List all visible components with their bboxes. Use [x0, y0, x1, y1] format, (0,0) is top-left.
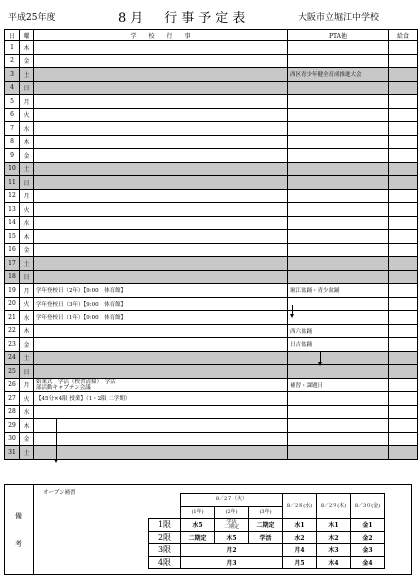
grade-2: (2年): [215, 506, 249, 519]
weekday: 水: [20, 122, 34, 136]
pta-event: [288, 41, 389, 55]
day-row: [5, 149, 418, 163]
col-school-events: 学 校 行 事: [34, 30, 288, 41]
day-row: [5, 162, 418, 176]
schedule-header-row: [5, 30, 418, 41]
day-number: 3: [5, 68, 20, 82]
weekday: 金: [20, 338, 34, 352]
pta-event: 西区青少年健全育成推進大会: [288, 68, 389, 82]
remarks-label: 備 考: [5, 485, 34, 574]
day-row: [5, 41, 418, 55]
weekday: 水: [20, 216, 34, 230]
lunch-note: [389, 135, 418, 149]
day-row: [5, 297, 418, 311]
school-event: [34, 446, 288, 460]
lunch-note: [389, 311, 418, 325]
day-number: 27: [5, 392, 20, 406]
pta-event: [288, 432, 389, 446]
day-row: [5, 81, 418, 95]
school-event: [34, 351, 288, 365]
pta-event: [288, 108, 389, 122]
open-remedial-note: オープン補習: [43, 490, 76, 496]
weekday: 日: [20, 270, 34, 284]
school-event: [34, 230, 288, 244]
pta-event: [288, 297, 389, 311]
day-row: [5, 54, 418, 68]
weekday: 土: [20, 162, 34, 176]
pta-event: [288, 81, 389, 95]
pta-event: [288, 203, 389, 217]
day-number: 6: [5, 108, 20, 122]
date-28: 8／2８(水): [283, 494, 317, 519]
pta-event: [288, 149, 389, 163]
pta-event: [288, 54, 389, 68]
period-row-2: 2限 二期定 木5 学活 水2 木2 金2: [149, 531, 385, 544]
lunch-note: [389, 189, 418, 203]
lunch-note: [389, 365, 418, 379]
lunch-note: [389, 108, 418, 122]
day-row: [5, 230, 418, 244]
day-number: 10: [5, 162, 20, 176]
lunch-note: [389, 81, 418, 95]
grade-3: (3年): [249, 506, 283, 519]
school-event: [34, 41, 288, 55]
lunch-note: [389, 297, 418, 311]
pta-event: [288, 189, 389, 203]
lunch-note: [389, 162, 418, 176]
date-29: 8／2９(木): [317, 494, 351, 519]
weekday: 火: [20, 392, 34, 406]
arrow-down-icon: [56, 418, 57, 460]
lunch-note: [389, 284, 418, 298]
pta-event: [288, 446, 389, 460]
day-number: 9: [5, 149, 20, 163]
col-weekday: 曜: [20, 30, 34, 41]
pta-event: [288, 405, 389, 419]
weekday: 土: [20, 446, 34, 460]
weekday: 金: [20, 432, 34, 446]
day-number: 21: [5, 311, 20, 325]
lunch-note: [389, 41, 418, 55]
school-event: [34, 365, 288, 379]
day-row: [5, 311, 418, 325]
lunch-note: [389, 378, 418, 392]
school-event: [34, 270, 288, 284]
col-pta: PTA他: [288, 30, 389, 41]
school-event: [34, 108, 288, 122]
weekday: 土: [20, 351, 34, 365]
lunch-note: [389, 230, 418, 244]
weekday: 木: [20, 135, 34, 149]
day-row: [5, 216, 418, 230]
day-row: [5, 446, 418, 460]
day-number: 13: [5, 203, 20, 217]
weekday: 金: [20, 54, 34, 68]
weekday: 火: [20, 108, 34, 122]
school-event: [34, 176, 288, 190]
day-row: [5, 432, 418, 446]
weekday: 土: [20, 68, 34, 82]
school-event: [34, 338, 288, 352]
grade-1: (1年): [181, 506, 215, 519]
pta-event: [288, 365, 389, 379]
pta-event: [288, 95, 389, 109]
weekday: 日: [20, 176, 34, 190]
day-row: [5, 68, 418, 82]
day-number: 14: [5, 216, 20, 230]
day-row: [5, 95, 418, 109]
pta-event: [288, 419, 389, 433]
school-event: [34, 135, 288, 149]
day-row: [5, 243, 418, 257]
pta-event: [288, 351, 389, 365]
weekday: 火: [20, 297, 34, 311]
school-event: [34, 203, 288, 217]
day-row: [5, 284, 418, 298]
weekday: 木: [20, 230, 34, 244]
pta-event: [288, 162, 389, 176]
day-number: 23: [5, 338, 20, 352]
lunch-note: [389, 257, 418, 271]
school-event: [34, 432, 288, 446]
lunch-note: [389, 405, 418, 419]
school-event: [34, 81, 288, 95]
day-row: [5, 351, 418, 365]
lunch-note: [389, 432, 418, 446]
weekday: 月: [20, 378, 34, 392]
school-event: 始業式 学活（校舎清掃） 学活 部活動キャプテン会議: [34, 378, 288, 392]
day-row: [5, 135, 418, 149]
lunch-note: [389, 95, 418, 109]
day-row: [5, 203, 418, 217]
lunch-note: [389, 270, 418, 284]
arrow-down-icon: [320, 351, 321, 363]
school-event: [34, 189, 288, 203]
school-event: [34, 95, 288, 109]
day-row: [5, 324, 418, 338]
school-event: 学年登校日（2年）【9:00 体育館】: [34, 284, 288, 298]
lunch-note: [389, 216, 418, 230]
day-number: 17: [5, 257, 20, 271]
school-event: 学年登校日（1年）【9:00 体育館】: [34, 311, 288, 325]
col-day: 日: [5, 30, 20, 41]
lunch-note: [389, 68, 418, 82]
day-number: 25: [5, 365, 20, 379]
lunch-note: [389, 203, 418, 217]
day-number: 15: [5, 230, 20, 244]
lunch-note: [389, 122, 418, 136]
day-row: [5, 122, 418, 136]
weekday: 火: [20, 203, 34, 217]
school-event: [34, 149, 288, 163]
day-number: 18: [5, 270, 20, 284]
day-number: 5: [5, 95, 20, 109]
day-row: [5, 176, 418, 190]
date-27: 8／2７（火）: [181, 494, 283, 507]
day-number: 30: [5, 432, 20, 446]
weekday: 金: [20, 149, 34, 163]
weekday: 木: [20, 419, 34, 433]
lunch-note: [389, 419, 418, 433]
school-event: [34, 162, 288, 176]
pta-event: [288, 311, 389, 325]
school-event: [34, 324, 288, 338]
weekday: 日: [20, 365, 34, 379]
period-row-3: 3限 月2 月4 木3 金3: [149, 544, 385, 557]
day-number: 4: [5, 81, 20, 95]
pta-event: [288, 257, 389, 271]
day-number: 20: [5, 297, 20, 311]
lunch-note: [389, 176, 418, 190]
schedule-table: [4, 29, 418, 460]
period-row-1: 1限 水5 学活 二期定 二期定 水1 木1 金1: [149, 519, 385, 532]
lunch-note: [389, 324, 418, 338]
date-30: 8／3０(金): [351, 494, 385, 519]
day-number: 24: [5, 351, 20, 365]
day-row: [5, 378, 418, 392]
day-number: 19: [5, 284, 20, 298]
school-event: [34, 419, 288, 433]
weekday: 金: [20, 243, 34, 257]
pta-event: 西六盆踊: [288, 324, 389, 338]
day-number: 26: [5, 378, 20, 392]
pta-event: [288, 230, 389, 244]
school-event: [34, 257, 288, 271]
day-number: 29: [5, 419, 20, 433]
page-header: [0, 0, 420, 30]
weekday: 日: [20, 81, 34, 95]
day-row: [5, 108, 418, 122]
school-event: [34, 68, 288, 82]
lunch-note: [389, 54, 418, 68]
school-event: [34, 54, 288, 68]
day-row: [5, 257, 418, 271]
period-row-4: 4限 月3 月5 木4 金4: [149, 556, 385, 569]
day-row: [5, 270, 418, 284]
weekday: 木: [20, 41, 34, 55]
weekday: 月: [20, 95, 34, 109]
day-row: [5, 419, 418, 433]
pta-event: 堀江盆踊・青少盆踊: [288, 284, 389, 298]
fiscal-year: 平成25年度: [8, 13, 56, 23]
weekday: 月: [20, 189, 34, 203]
pta-event: [288, 392, 389, 406]
day-number: 12: [5, 189, 20, 203]
lunch-note: [389, 446, 418, 460]
day-number: 7: [5, 122, 20, 136]
lunch-note: [389, 243, 418, 257]
timetable: [148, 493, 385, 569]
pta-event: 補習・課題日: [288, 378, 389, 392]
day-number: 8: [5, 135, 20, 149]
day-number: 28: [5, 405, 20, 419]
day-number: 2: [5, 54, 20, 68]
weekday: 木: [20, 324, 34, 338]
arrow-down-icon: [292, 305, 293, 315]
day-number: 16: [5, 243, 20, 257]
day-row: [5, 338, 418, 352]
day-number: 22: [5, 324, 20, 338]
lunch-note: [389, 351, 418, 365]
lunch-note: [389, 338, 418, 352]
school-event: 学年登校日（3年）【9:00 体育館】: [34, 297, 288, 311]
school-event: [34, 405, 288, 419]
day-row: [5, 392, 418, 406]
school-event: [34, 243, 288, 257]
day-row: [5, 189, 418, 203]
day-number: 1: [5, 41, 20, 55]
col-notes: 給食: [389, 30, 418, 41]
pta-event: [288, 135, 389, 149]
school-event: [34, 216, 288, 230]
page-title: 8月 行事予定表: [118, 11, 250, 26]
school-event: [34, 122, 288, 136]
weekday: 水: [20, 311, 34, 325]
day-number: 11: [5, 176, 20, 190]
weekday: 水: [20, 405, 34, 419]
pta-event: [288, 243, 389, 257]
lunch-note: [389, 149, 418, 163]
weekday: 月: [20, 284, 34, 298]
lunch-note: [389, 392, 418, 406]
pta-event: 日吉盆踊: [288, 338, 389, 352]
school-name: 大阪市立堀江中学校: [298, 13, 380, 23]
day-row: [5, 405, 418, 419]
weekday: 土: [20, 257, 34, 271]
pta-event: [288, 122, 389, 136]
school-event: 【45分×4限 授業】（1・2限 二学期）: [34, 392, 288, 406]
pta-event: [288, 270, 389, 284]
day-row: [5, 365, 418, 379]
pta-event: [288, 216, 389, 230]
day-number: 31: [5, 446, 20, 460]
pta-event: [288, 176, 389, 190]
